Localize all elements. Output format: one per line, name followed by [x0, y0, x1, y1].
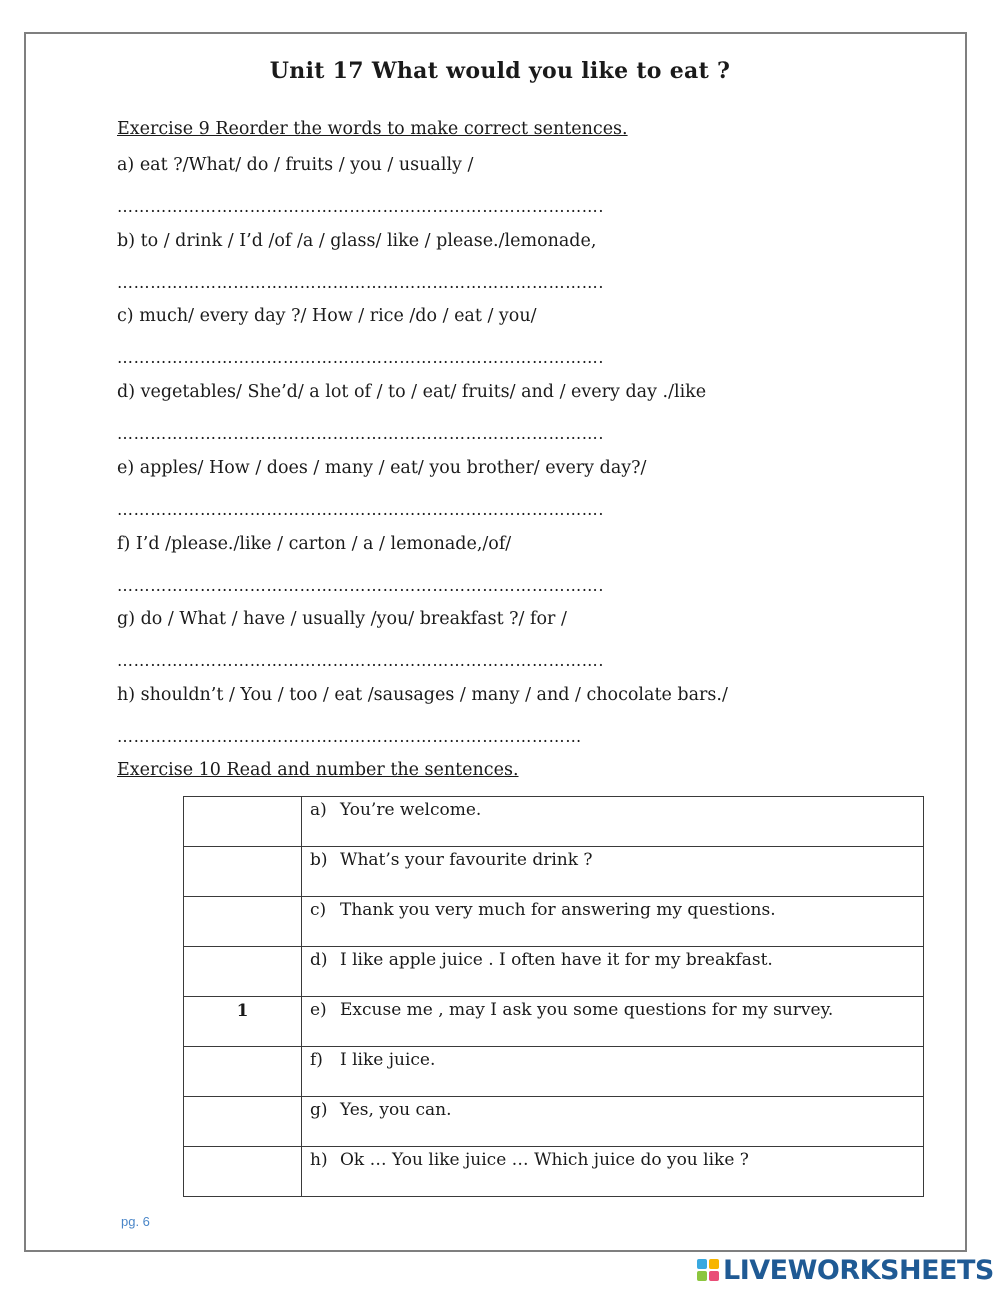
sentence-text: I like juice. — [340, 1050, 436, 1070]
numbering-table — [183, 796, 924, 1197]
sentence-cell — [302, 797, 924, 847]
exercise-9-answer-b[interactable]: ……………………………………………………………………………. — [117, 273, 605, 292]
table-row — [184, 847, 924, 897]
sentence-letter: d) — [310, 950, 328, 970]
number-input-cell[interactable] — [184, 847, 302, 897]
sentence-cell — [302, 997, 924, 1047]
sentence-letter: b) — [310, 850, 328, 870]
number-value: 1 — [236, 1001, 249, 1021]
number-input-cell[interactable] — [184, 997, 302, 1047]
sentence-letter: a) — [310, 800, 327, 820]
sentence-text: Excuse me , may I ask you some questions for my survey. — [340, 1000, 834, 1020]
liveworksheets-logo — [697, 1254, 994, 1286]
exercise-9-prompt-a: a) eat ?/What/ do / fruits / you / usually / — [117, 155, 474, 175]
sentence-text: Yes, you can. — [340, 1100, 452, 1120]
logo-mark-icon — [697, 1259, 719, 1281]
exercise-9-answer-d[interactable]: ……………………………………………………………………………. — [117, 424, 605, 443]
sentence-letter: h) — [310, 1150, 328, 1170]
exercise-9-prompt-c: c) much/ every day ?/ How / rice /do / eat / you/ — [117, 306, 537, 326]
sentence-text: I like apple juice . I often have it for my breakfast. — [340, 950, 773, 970]
table-row — [184, 797, 924, 847]
sentence-text: You’re welcome. — [340, 800, 482, 820]
sentence-letter: f) — [310, 1050, 323, 1070]
exercise-9-heading: Exercise 9 Reorder the words to make correct sentences. — [117, 119, 628, 139]
exercise-9-answer-c[interactable]: ……………………………………………………………………………. — [117, 348, 605, 367]
page-number: pg. 6 — [121, 1214, 150, 1229]
sentence-letter: g) — [310, 1100, 328, 1120]
sentence-letter: c) — [310, 900, 327, 920]
exercise-9-answer-a[interactable]: ……………………………………………………………………………. — [117, 197, 605, 216]
exercise-9-answer-g[interactable]: ……………………………………………………………………………. — [117, 651, 605, 670]
exercise-9-prompt-d: d) vegetables/ She’d/ a lot of / to / eat/ fruits/ and / every day ./like — [117, 382, 707, 402]
number-input-cell[interactable] — [184, 797, 302, 847]
number-input-cell[interactable] — [184, 1097, 302, 1147]
logo-text: LIVEWORKSHEETS — [723, 1254, 994, 1286]
sentence-cell — [302, 947, 924, 997]
number-input-cell[interactable] — [184, 1047, 302, 1097]
exercise-9-prompt-b: b) to / drink / I’d /of /a / glass/ like / please./lemonade, — [117, 231, 597, 251]
sentence-cell — [302, 847, 924, 897]
exercise-9-answer-h[interactable]: ………………………………………………………………………… — [117, 727, 582, 746]
table-row — [184, 1047, 924, 1097]
exercise-10-heading: Exercise 10 Read and number the sentences. — [117, 760, 519, 780]
sentence-text: Ok … You like juice … Which juice do you like ? — [340, 1150, 749, 1170]
page-title: Unit 17 What would you like to eat ? — [269, 58, 731, 84]
table-row — [184, 1097, 924, 1147]
table-row — [184, 897, 924, 947]
sentence-text: Thank you very much for answering my questions. — [340, 900, 776, 920]
number-input-cell[interactable] — [184, 897, 302, 947]
number-input-cell[interactable] — [184, 947, 302, 997]
sentence-cell — [302, 897, 924, 947]
sentence-text: What’s your favourite drink ? — [340, 850, 593, 870]
table-row — [184, 997, 924, 1047]
table-row — [184, 947, 924, 997]
sentence-cell — [302, 1147, 924, 1197]
table-row — [184, 1147, 924, 1197]
sentence-letter: e) — [310, 1000, 327, 1020]
exercise-9-prompt-f: f) I’d /please./like / carton / a / lemonade,/of/ — [117, 534, 512, 554]
exercise-9-answer-e[interactable]: ……………………………………………………………………………. — [117, 500, 605, 519]
exercise-9-prompt-e: e) apples/ How / does / many / eat/ you brother/ every day?/ — [117, 458, 647, 478]
sentence-cell — [302, 1097, 924, 1147]
number-input-cell[interactable] — [184, 1147, 302, 1197]
sentence-cell — [302, 1047, 924, 1097]
exercise-9-prompt-g: g) do / What / have / usually /you/ breakfast ?/ for / — [117, 609, 567, 629]
exercise-9-answer-f[interactable]: ……………………………………………………………………………. — [117, 576, 605, 595]
exercise-9-prompt-h: h) shouldn’t / You / too / eat /sausages / many / and / chocolate bars./ — [117, 685, 728, 705]
